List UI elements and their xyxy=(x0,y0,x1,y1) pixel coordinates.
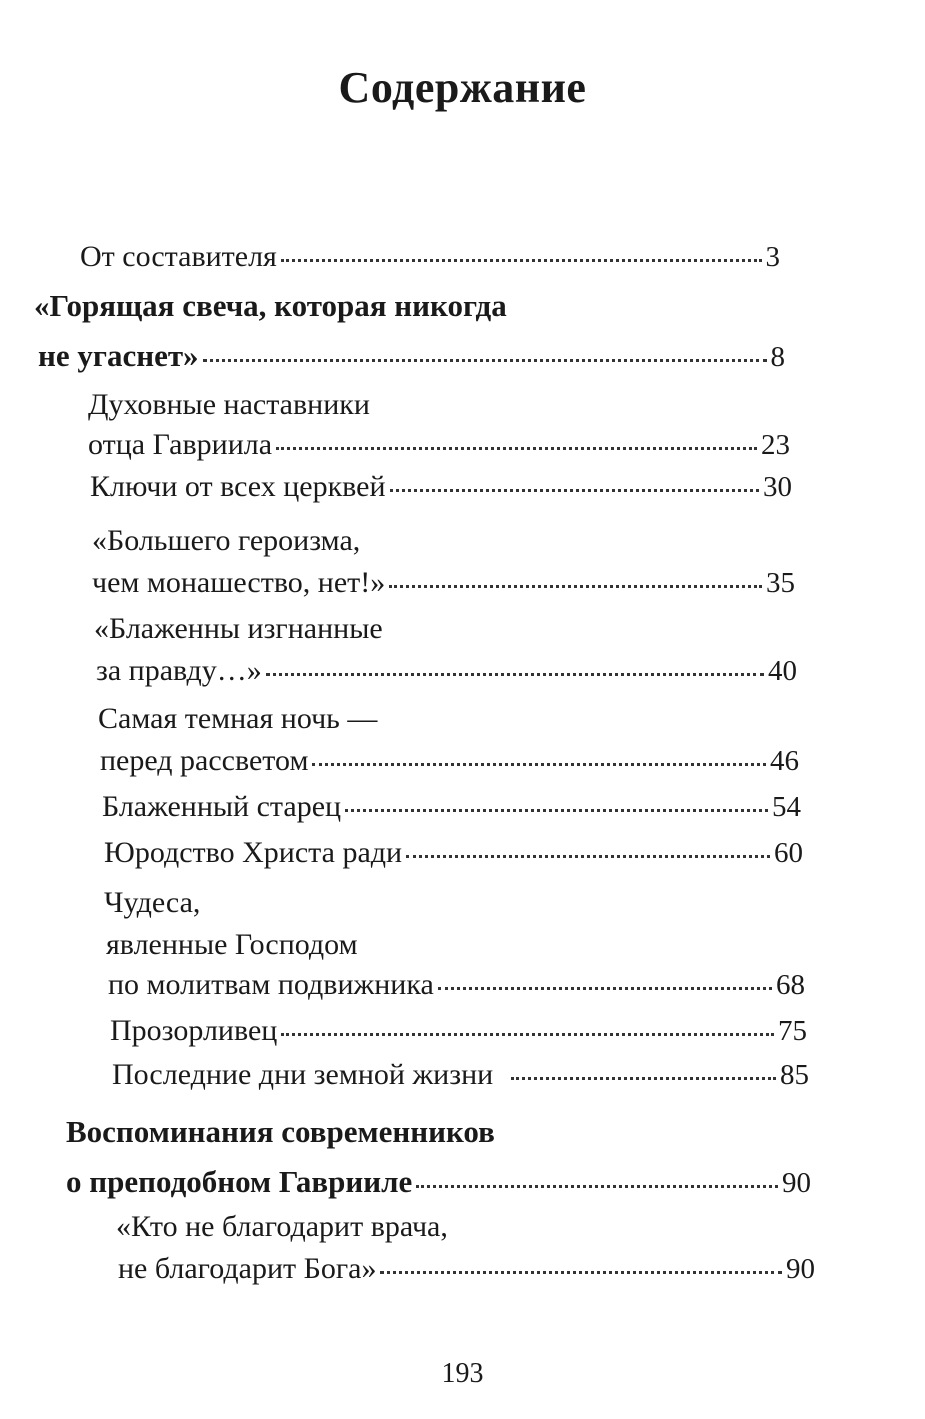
toc-entry xyxy=(88,428,790,462)
dot-leader xyxy=(203,359,767,362)
toc-page-number: 60 xyxy=(774,837,803,869)
page-title: Содержание xyxy=(338,63,587,112)
toc-entry xyxy=(118,1252,815,1286)
page-number: 193 xyxy=(441,1358,484,1389)
toc-entry xyxy=(112,1058,809,1092)
toc-section-title-line: «Горящая свеча, которая никогда xyxy=(34,288,507,323)
toc-page-number: 90 xyxy=(786,1253,815,1285)
toc-entry xyxy=(90,470,792,504)
toc-entry-title-line: Духовные наставники xyxy=(88,388,370,421)
toc-entry-title-line: Самая темная ночь — xyxy=(98,702,378,735)
toc-entry-title: не благодарит Бога» xyxy=(118,1252,377,1285)
dot-leader xyxy=(276,447,757,450)
toc-entry-title: чем монашество, нет!» xyxy=(92,566,386,599)
toc-page-number: 46 xyxy=(770,745,799,777)
toc-entry xyxy=(110,1014,807,1048)
dot-leader xyxy=(281,259,762,262)
dot-leader xyxy=(380,1271,782,1274)
toc-entry xyxy=(96,654,797,688)
dot-leader xyxy=(438,987,772,990)
toc-entry-title: Последние дни земной жизни xyxy=(112,1058,494,1091)
dot-leader xyxy=(389,585,762,588)
toc-entry-title: Прозорливец xyxy=(110,1014,278,1047)
toc-page-number: 23 xyxy=(761,429,790,461)
toc-entry-title: отца Гавриила xyxy=(88,428,273,461)
toc-page-number: 3 xyxy=(765,241,780,273)
toc-entry xyxy=(102,790,801,824)
toc-entry-title-line: «Блаженны изгнанные xyxy=(94,612,383,645)
toc-page-number: 75 xyxy=(778,1015,807,1047)
toc-page-number: 85 xyxy=(780,1059,809,1091)
toc-entry xyxy=(80,240,780,274)
dot-leader xyxy=(312,763,766,766)
toc-page-number: 54 xyxy=(772,791,801,823)
toc-entry-title-line: Чудеса, xyxy=(104,886,201,919)
dot-leader xyxy=(406,855,770,858)
dot-leader xyxy=(266,673,764,676)
toc-page-number: 40 xyxy=(768,655,797,687)
toc-section-title-line: Воспоминания современников xyxy=(66,1114,495,1149)
dot-leader xyxy=(281,1033,774,1036)
toc-section-entry xyxy=(66,1164,811,1200)
toc-entry-title-line: «Большего героизма, xyxy=(92,524,361,557)
toc-page-number: 35 xyxy=(766,567,795,599)
toc-entry-title-line: «Кто не благодарит врача, xyxy=(116,1210,448,1243)
toc-entry xyxy=(100,744,799,778)
toc-entry-title: за правду…» xyxy=(96,654,262,687)
toc-entry xyxy=(104,836,803,870)
dot-leader xyxy=(345,809,768,812)
toc-entry-title: не угаснет» xyxy=(38,338,199,373)
dot-leader xyxy=(511,1077,776,1080)
toc-entry xyxy=(108,968,805,1002)
toc-entry-title: по молитвам подвижника xyxy=(108,968,434,1001)
dot-leader xyxy=(416,1185,778,1188)
toc-page-number: 30 xyxy=(763,471,792,503)
toc-entry-title: От составителя xyxy=(80,240,277,273)
toc-entry-title: Блаженный старец xyxy=(102,790,342,823)
toc-entry-title: Ключи от всех церквей xyxy=(90,470,386,503)
toc-section-entry xyxy=(38,338,785,374)
toc-page-number: 68 xyxy=(776,969,805,1001)
toc-entry xyxy=(92,566,795,600)
dot-leader xyxy=(390,489,759,492)
toc-entry-title: перед рассветом xyxy=(100,744,309,777)
toc-page-number: 8 xyxy=(770,341,785,373)
toc-entry-title-line: явленные Господом xyxy=(106,928,358,961)
toc-page-number: 90 xyxy=(782,1167,811,1199)
toc-entry-title: о преподобном Гаврииле xyxy=(66,1164,413,1199)
toc-entry-title: Юродство Христа ради xyxy=(104,836,403,869)
